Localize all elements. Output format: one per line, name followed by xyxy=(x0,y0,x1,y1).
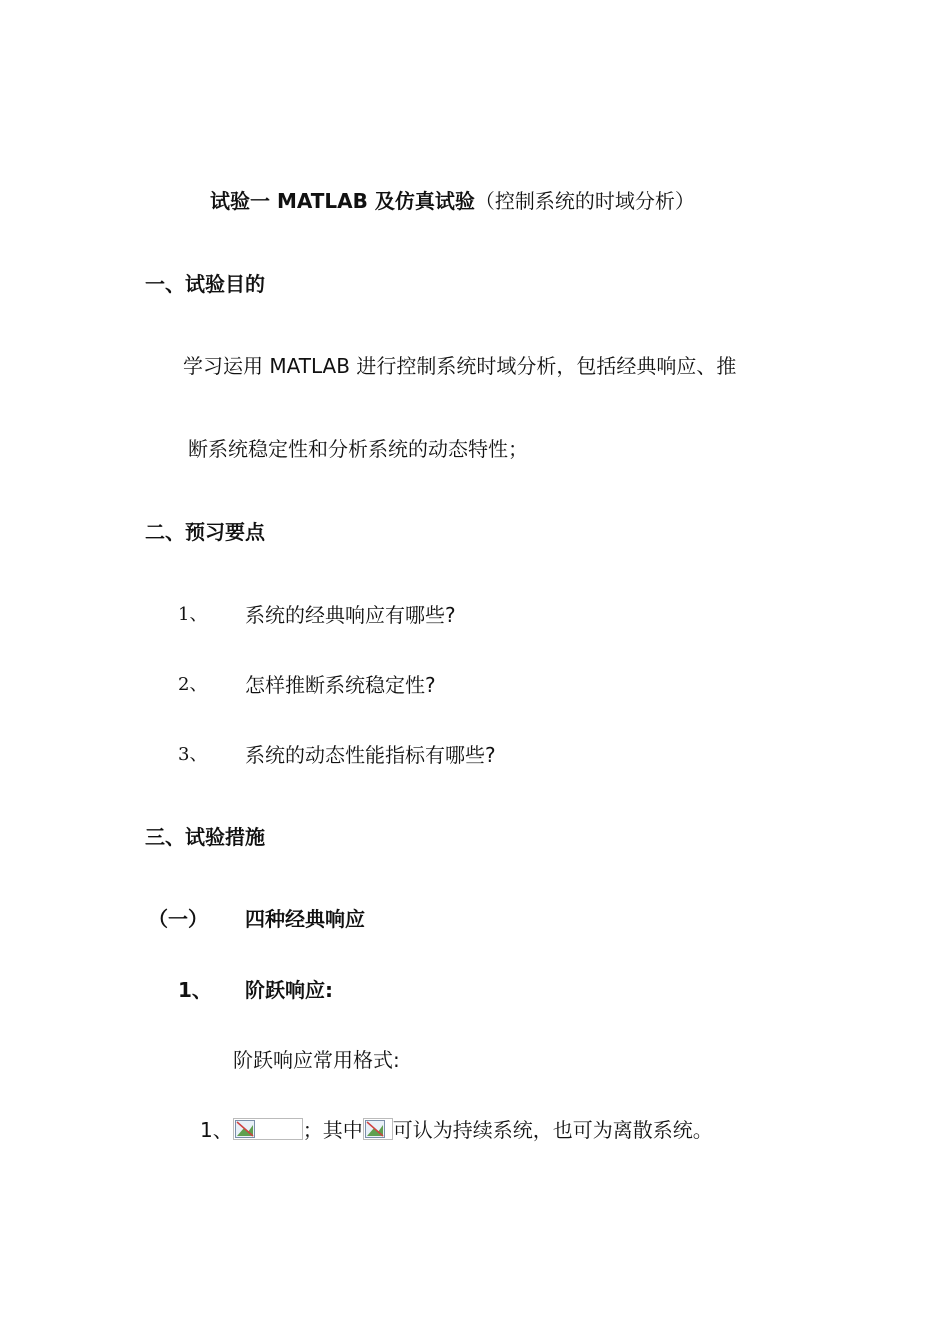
subsection-title: 四种经典响应 xyxy=(245,907,365,931)
format-line xyxy=(200,1117,713,1143)
item-title: 阶跃响应: xyxy=(245,978,333,1002)
list-item-text: 系统的动态性能指标有哪些? xyxy=(245,743,496,767)
format-number: 1、 xyxy=(200,1118,233,1142)
list-item-number: 3、 xyxy=(178,744,208,765)
list-item-text: 怎样推断系统稳定性? xyxy=(245,673,436,697)
page-title xyxy=(210,188,695,214)
format-suffix-text: 可认为持续系统，也可为离散系统。 xyxy=(392,1118,713,1142)
section1-line1: 学习运用 MATLAB 进行控制系统时域分析，包括经典响应、推 xyxy=(183,354,737,378)
list-item-number: 2、 xyxy=(178,674,208,695)
section3-heading: 三、试验措施 xyxy=(145,825,265,849)
format-mid-text: ；其中 xyxy=(302,1118,363,1142)
section1-heading: 一、试验目的 xyxy=(145,272,265,296)
list-item-number: 1、 xyxy=(178,604,208,625)
section2-heading: 二、预习要点 xyxy=(145,520,265,544)
title-main: 试验一 MATLAB 及仿真试验 xyxy=(210,189,475,213)
list-item-text: 系统的经典响应有哪些? xyxy=(245,603,456,627)
broken-image-icon xyxy=(363,1118,393,1140)
subsection-number: （一） xyxy=(148,907,208,931)
item-number: 1、 xyxy=(178,978,212,1002)
format-label: 阶跃响应常用格式: xyxy=(233,1048,400,1072)
broken-image-icon xyxy=(233,1118,303,1140)
section1-line2: 断系统稳定性和分析系统的动态特性； xyxy=(188,437,528,461)
title-subtitle: （控制系统的时域分析） xyxy=(474,189,695,213)
